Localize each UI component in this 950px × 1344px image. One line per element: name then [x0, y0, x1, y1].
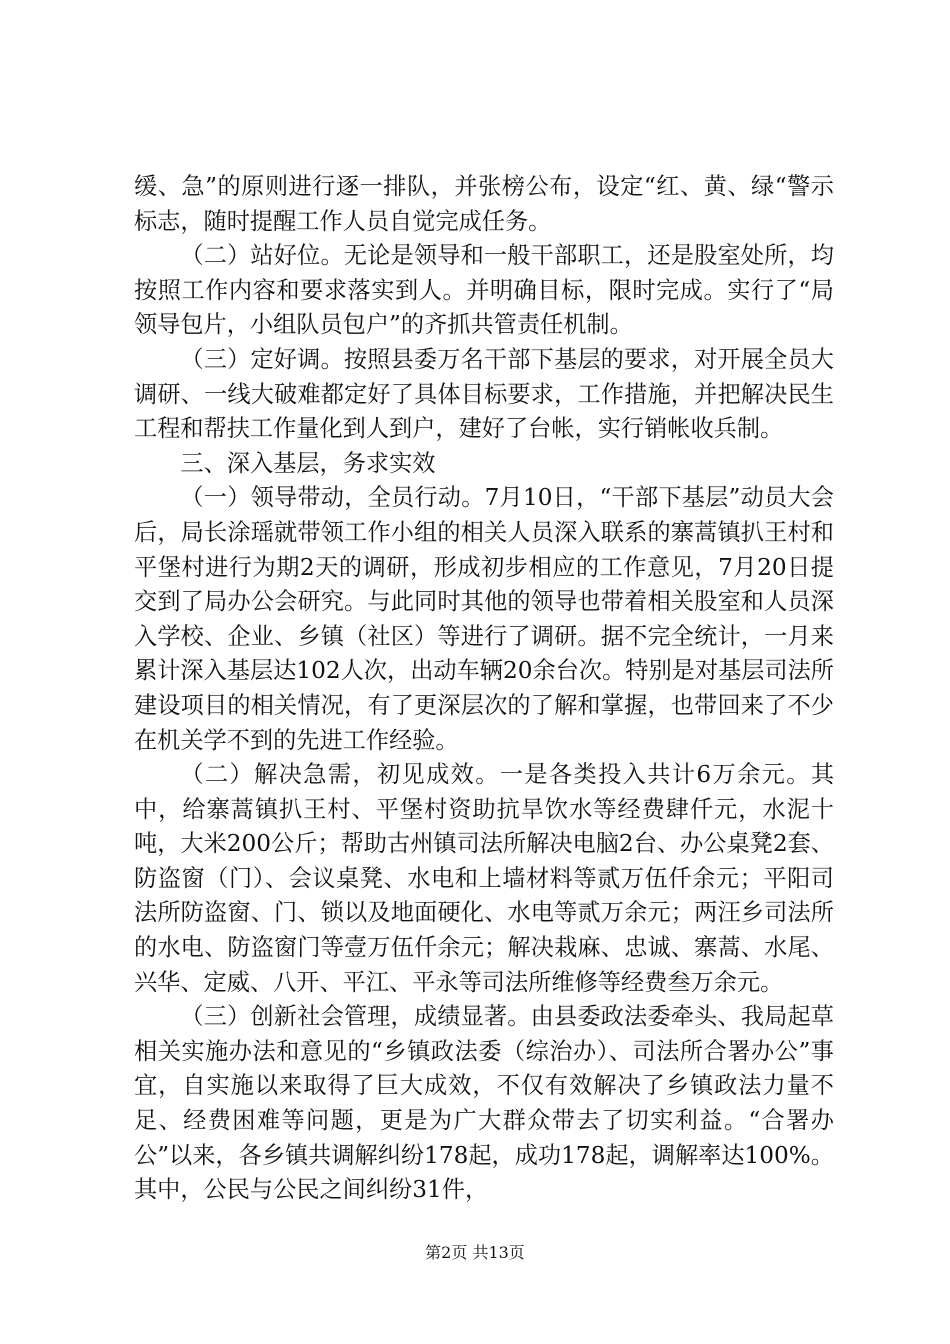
document-body: [134, 170, 834, 1208]
paragraph-leadership: （一）领导带动，全员行动。7月10日，“干部下基层”动员大会后，局长涂瑶就带领工作小组的相关人员深入联系的寨蒿镇扒王村和平堡村进行为期2天的调研，形成初步相应的工作意见，7月20日提交到了局办公会研究。与此同时其他的领导也带着相关股室和人员深入学校、企业、乡镇（社区）等进行了调研。据不完全统计，一月来累计深入基层达102人次，出动车辆20余台次。特别是对基层司法所建设项目的相关情况，有了更深层次的了解和掌握，也带回来了不少在机关学不到的先进工作经验。: [134, 484, 834, 754]
paragraph-urgent-needs: （二）解决急需，初见成效。一是各类投入共计6万余元。其中，给寨蒿镇扒王村、平堡村资助抗旱饮水等经费肆仟元，水泥十吨，大米200公斤；帮助古州镇司法所解决电脑2台、办公桌凳2套、防盗窗（门）、会议桌凳、水电和上墙材料等贰万伍仟余元；平阳司法所防盗窗、门、锁以及地面硬化、水电等贰万余元；两汪乡司法所的水电、防盗窗门等壹万伍仟余元；解决栽麻、忠诚、寨蒿、水尾、兴华、定威、八开、平江、平永等司法所维修等经费叁万余元。: [134, 761, 834, 996]
page-number-footer: 第2页 共13页: [425, 1243, 525, 1262]
paragraph-section-2: （二）站好位。无论是领导和一般干部职工，还是股室处所，均按照工作内容和要求落实到人。并明确目标，限时完成。实行了“局领导包片，小组队员包户”的齐抓共管责任机制。: [134, 242, 834, 339]
section-heading: 三、深入基层，务求实效: [180, 449, 436, 477]
paragraph-social-management: （三）创新社会管理，成绩显著。由县委政法委牵头、我局起草相关实施办法和意见的“乡镇政法委（综治办）、司法所合署办公”事宜，自实施以来取得了巨大成效，不仅有效解决了乡镇政法力量不足、经费困难等问题，更是为广大群众带去了切实利益。“合署办公”以来，各乡镇共调解纠纷178起，成功178起，调解率达100%。其中，公民与公民之间纠纷31件，: [134, 1003, 834, 1204]
paragraph-continuation: 缓、急”的原则进行逐一排队，并张榜公布，设定“红、黄、绿“警示标志，随时提醒工作人员自觉完成任务。: [134, 173, 834, 235]
paragraph-section-3: （三）定好调。按照县委万名干部下基层的要求，对开展全员大调研、一线大破难都定好了具体目标要求，工作措施，并把解决民生工程和帮扶工作量化到人到户，建好了台帐，实行销帐收兵制。: [134, 345, 834, 443]
